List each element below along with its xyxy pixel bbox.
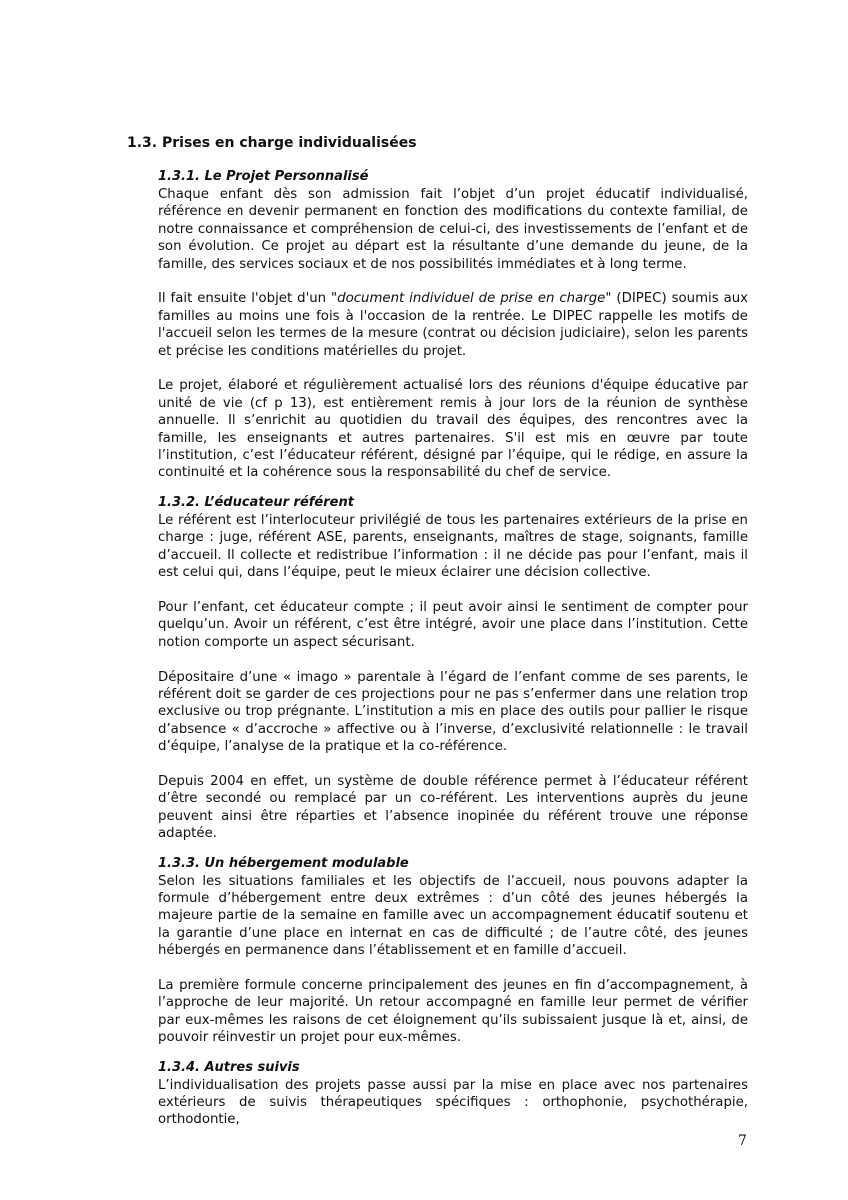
paragraph-projet-intro: Chaque enfant dès son admission fait l’objet d’un projet éducatif individualisé, référence en devenir permanent en fonction des modifications du contexte familial, de notre connaissance et compréhension de celui-ci, des investissements de l’enfant et de son évolution. Ce projet au départ est la résultante d’une demande du jeune, de la famille, des services sociaux et de nos possibilités immédiates et à long terme.	[158, 187, 748, 272]
paragraph-hebergement-formule: Selon les situations familiales et les objectifs de l’accueil, nous pouvons adapter la formule d’hébergement entre deux extrêmes : d’un côté des jeunes hébergés la majeure partie de la semaine en famille avec un accompagnement éducatif soutenu et la garantie d’une place en internat en cas de difficulté ; de l’autre côté, des jeunes hébergés en permanence dans l’établissement et en famille d’accueil.	[158, 873, 748, 959]
subsection-title-hebergement: 1.3.3. Un hébergement modulable	[158, 855, 409, 871]
section-content	[158, 168, 748, 1129]
paragraph-referent-role: Le référent est l’interlocuteur privilégié de tous les partenaires extérieurs de la prise en charge : juge, référent ASE, parents, enseignants, maîtres de stage, soignants, famille d’accueil. Il collecte et redistribue l’information : il ne décide pas pour l’enfant, mais il est celui qui, dans l’équipe, peut le mieux éclairer une décision collective.	[158, 512, 748, 581]
dipec-document-title: document individuel de prise en charge	[337, 291, 606, 307]
dipec-text-before: Il fait ensuite l'objet d'un "	[158, 291, 338, 307]
paragraph-premiere-formule: La première formule concerne principalement des jeunes en fin d’accompagnement, à l’approche de leur majorité. Un retour accompagné en famille leur permet de vérifier par eux-mêmes les raisons de cet éloignement qu’ils subissaient jusque là et, ainsi, de pouvoir réinvestir un projet pour eux-mêmes.	[158, 977, 748, 1046]
subsection-title-educateur-referent: 1.3.2. L’éducateur référent	[158, 494, 354, 510]
paragraph-referent-enfant: Pour l’enfant, cet éducateur compte ; il peut avoir ainsi le sentiment de compter pour quelqu’un. Avoir un référent, c’est être intégré, avoir une place dans l’institution. Cette notion comporte un aspect sécurisant.	[158, 599, 748, 650]
dipec-text-after: " (DIPEC) soumis aux familles au moins une fois à l'occasion de la rentrée. Le DIPEC rappelle les motifs de l'accueil selon les termes de la mesure (contrat ou décision judiciaire), selon les parents et précise les conditions matérielles du projet.	[158, 291, 749, 359]
subsection-title-autres-suivis: 1.3.4. Autres suivis	[158, 1059, 300, 1075]
paragraph-double-reference: Depuis 2004 en effet, un système de double référence permet à l’éducateur référent d’être secondé ou remplacé par un co-référent. Les interventions auprès du jeune peuvent ainsi être réparties et l’absence inopinée du référent trouve une réponse adaptée.	[158, 773, 748, 842]
paragraph-projet-actualisation: Le projet, élaboré et régulièrement actualisé lors des réunions d'équipe éducative par unité de vie (cf p 13), est entièrement remis à jour lors de la réunion de synthèse annuelle. Il s’enrichit au quotidien du travail des équipes, des rencontres avec la famille, les enseignants et autres partenaires. S'il est mis en œuvre par toute l’institution, c’est l’éducateur référent, désigné par l’équipe, qui le rédige, en assure la continuité et la cohérence sous la responsabilité du chef de service.	[158, 378, 748, 481]
section-title: 1.3. Prises en charge individualisées	[127, 135, 417, 151]
page-number: 7	[738, 1133, 747, 1149]
subsection-title-projet-personnalise: 1.3.1. Le Projet Personnalisé	[158, 169, 369, 184]
paragraph-dipec	[158, 290, 748, 360]
paragraph-referent-imago: Dépositaire d’une « imago » parentale à l’égard de l’enfant comme de ses parents, le référent doit se garder de ces projections pour ne pas s’enfermer dans une relation trop exclusive ou trop prégnante. L’institution a mis en place des outils pour pallier le risque d’absence « d’accroche » affective ou à l’inverse, d’exclusivité relationnelle : le travail d’équipe, l’analyse de la pratique et la co-référence.	[158, 669, 748, 755]
paragraph-autres-suivis: L’individualisation des projets passe aussi par la mise en place avec nos partenaires extérieurs de suivis thérapeutiques spécifiques : orthophonie, psychothérapie, orthodontie,	[158, 1077, 748, 1128]
